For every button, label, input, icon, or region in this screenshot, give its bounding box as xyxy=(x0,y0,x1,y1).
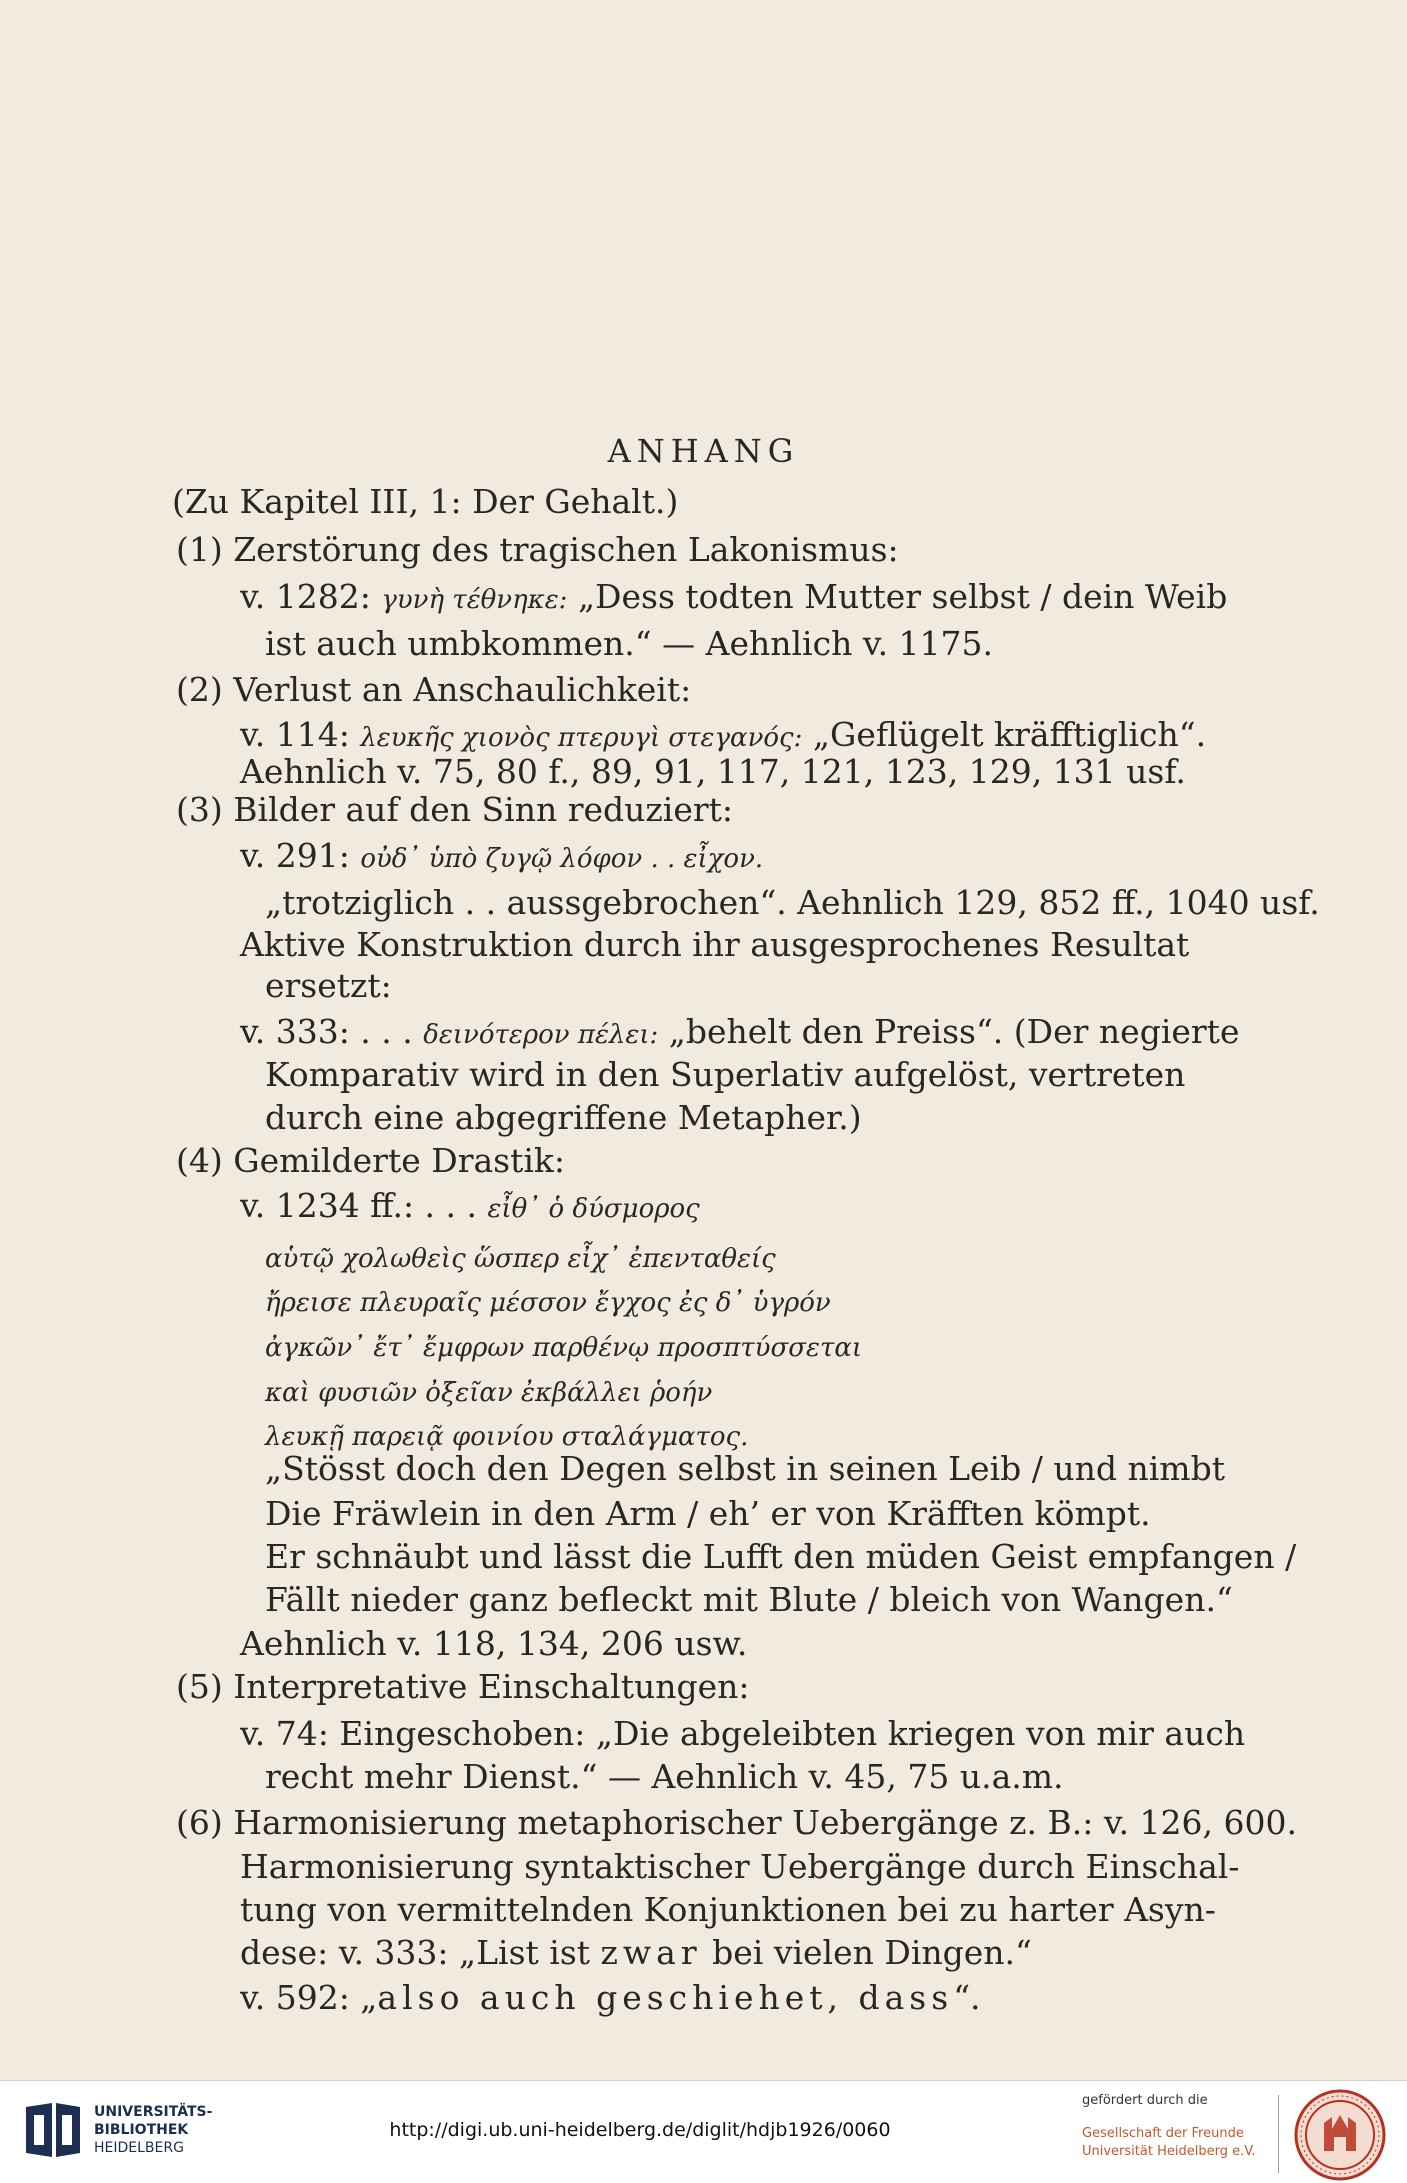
text-segment: (4) Gemilderte Drastik: xyxy=(176,1141,566,1180)
text-segment: Aktive Konstruktion durch ihr ausgesprochenes Resultat xyxy=(240,925,1190,964)
text-line xyxy=(240,925,1189,965)
text-segment: v. 333: . . . xyxy=(240,1012,424,1051)
text-line xyxy=(265,624,993,664)
university-library-name xyxy=(94,2103,212,2157)
page-heading: ANHANG xyxy=(607,432,800,470)
text-line xyxy=(240,1714,1245,1754)
text-line xyxy=(240,1624,747,1664)
text-line xyxy=(265,1580,1233,1620)
text-segment: (3) Bilder auf den Sinn reduziert: xyxy=(176,790,734,829)
text-segment: v. 1282: xyxy=(240,577,382,616)
text-line xyxy=(176,530,899,570)
permalink-url[interactable]: http://digi.ub.uni-heidelberg.de/diglit/hdjb1926/0060 xyxy=(389,2119,891,2141)
greek-quote: δεινότερον πέλει: xyxy=(423,1020,659,1050)
library-name-line: HEIDELBERG xyxy=(94,2140,184,2156)
text-line xyxy=(172,482,678,522)
text-line xyxy=(265,966,392,1006)
text-segment: bei vielen Dingen.“ xyxy=(701,1933,1032,1972)
greek-quote: ἤρεισε πλευραῖς μέσσον ἔγχος ἐς δ᾽ ὑγρόν xyxy=(265,1288,831,1318)
text-segment: „behelt den Preiss“. (Der negierte xyxy=(658,1012,1240,1051)
text-line xyxy=(265,1280,831,1323)
text-segment: Harmonisierung syntaktischer Uebergänge durch Einschal- xyxy=(240,1847,1240,1886)
greek-quote: οὐδ᾽ ὑπὸ ζυγῷ λόφον . . εἶχον. xyxy=(360,844,764,874)
text-line xyxy=(265,1757,1064,1797)
text-segment: v. 592: „ xyxy=(240,1978,378,2017)
text-line xyxy=(176,1667,750,1707)
text-segment: „trotziglich . . aussgebrochen“. Aehnlich 129, 852 ff., 1040 usf. xyxy=(265,883,1320,922)
text-segment: v. 74: Eingeschoben: „Die abgeleibten kriegen von mir auch xyxy=(240,1714,1246,1753)
text-line xyxy=(265,1236,776,1279)
text-line xyxy=(240,1847,1239,1887)
text-line xyxy=(176,790,733,830)
library-name-line: BIBLIOTHEK xyxy=(94,2122,189,2138)
greek-quote: ἀγκῶν᾽ ἔτ᾽ ἔμφρων παρθένῳ προσπτύσσεται xyxy=(265,1333,863,1363)
text-segment: Die Fräwlein in den Arm / eh’ er von Kräfften kömpt. xyxy=(265,1494,1151,1533)
text-line xyxy=(240,836,763,879)
text-segment: Aehnlich v. 75, 80 f., 89, 91, 117, 121, 123, 129, 131 usf. xyxy=(240,752,1186,791)
text-segment: recht mehr Dienst.“ — Aehnlich v. 45, 75 u.a.m. xyxy=(265,1757,1064,1796)
text-segment: v. 1234 ff.: . . . xyxy=(240,1186,488,1225)
text-segment: durch eine abgegriffene Metapher.) xyxy=(265,1098,862,1137)
greek-quote: λευκῆς χιονὸς πτερυγὶ στεγανός: xyxy=(360,723,803,753)
text-segment: „Dess todten Mutter selbst / dein Weib xyxy=(567,577,1228,616)
text-line xyxy=(265,883,1320,923)
text-segment: Fällt nieder ganz befleckt mit Blute / bleich von Wangen.“ xyxy=(265,1580,1233,1619)
text-line xyxy=(240,1012,1239,1055)
text-segment: v. 114: xyxy=(240,715,361,754)
university-seal-icon xyxy=(1294,2089,1386,2181)
text-line xyxy=(265,1494,1151,1534)
text-line xyxy=(265,1055,1185,1095)
text-segment: dese: v. 333: „List ist xyxy=(240,1933,601,1972)
text-segment: Aehnlich v. 118, 134, 206 usw. xyxy=(240,1624,748,1663)
society-name-line: Gesellschaft der Freunde xyxy=(1082,2126,1244,2141)
text-line xyxy=(265,1370,712,1413)
text-segment: v. 291: xyxy=(240,836,361,875)
footer-divider xyxy=(1278,2095,1279,2173)
university-library-logo-icon xyxy=(22,2099,84,2161)
text-line xyxy=(240,1978,981,2018)
text-segment: Er schnäubt und lässt die Lufft den müden Geist empfangen / xyxy=(265,1537,1297,1576)
greek-quote: γυνὴ τέθνηκε: xyxy=(381,585,568,615)
text-segment: (6) Harmonisierung metaphorischer Uebergänge z. B.: v. 126, 600. xyxy=(176,1803,1297,1842)
text-line xyxy=(176,1803,1297,1843)
text-segment: (Zu Kapitel III, 1: Der Gehalt.) xyxy=(172,482,679,521)
text-segment: tung von vermittelnden Konjunktionen bei zu harter Asyn- xyxy=(240,1890,1216,1929)
text-segment: (1) Zerstörung des tragischen Lakonismus: xyxy=(176,530,899,569)
footer-bar xyxy=(0,2080,1407,2183)
greek-quote: εἶθ᾽ ὁ δύσμορος xyxy=(487,1194,700,1224)
greek-quote: αὑτῷ χολωθεὶς ὥσπερ εἶχ᾽ ἐπενταθείς xyxy=(265,1244,776,1274)
greek-quote: καὶ φυσιῶν ὀξεῖαν ἐκβάλλει ῥοήν xyxy=(265,1378,713,1408)
text-line xyxy=(240,577,1227,620)
text-segment: (2) Verlust an Anschaulichkeit: xyxy=(176,670,692,709)
text-line xyxy=(240,1890,1216,1930)
text-line xyxy=(265,1449,1225,1489)
text-line xyxy=(176,670,691,710)
text-line xyxy=(265,1098,862,1138)
text-line xyxy=(265,1537,1296,1577)
spaced-emphasis: zwar xyxy=(600,1933,702,1972)
text-segment: ist auch umbkommen.“ — Aehnlich v. 1175. xyxy=(265,624,994,663)
society-name xyxy=(1082,2125,1256,2161)
funded-by-label: gefördert durch die xyxy=(1082,2093,1208,2108)
library-name-line: UNIVERSITÄTS- xyxy=(94,2104,213,2120)
text-segment: (5) Interpretative Einschaltungen: xyxy=(176,1667,750,1706)
text-line xyxy=(265,1325,862,1368)
text-segment: ersetzt: xyxy=(265,966,392,1005)
text-segment: “. xyxy=(953,1978,981,2017)
society-name-line: Universität Heidelberg e.V. xyxy=(1082,2144,1256,2159)
text-segment: „Stösst doch den Degen selbst in seinen Leib / und nimbt xyxy=(265,1449,1225,1488)
text-segment: „Geflügelt kräfftiglich“. xyxy=(802,715,1207,754)
text-line xyxy=(240,1186,700,1229)
spaced-emphasis: also auch geschiehet, dass xyxy=(377,1978,954,2017)
text-line xyxy=(176,1141,565,1181)
text-line xyxy=(240,752,1186,792)
text-segment: Komparativ wird in den Superlativ aufgelöst, vertreten xyxy=(265,1055,1186,1094)
text-line xyxy=(240,1933,1032,1973)
greek-quote: λευκῇ παρειᾷ φοινίου σταλάγματος. xyxy=(265,1422,749,1452)
